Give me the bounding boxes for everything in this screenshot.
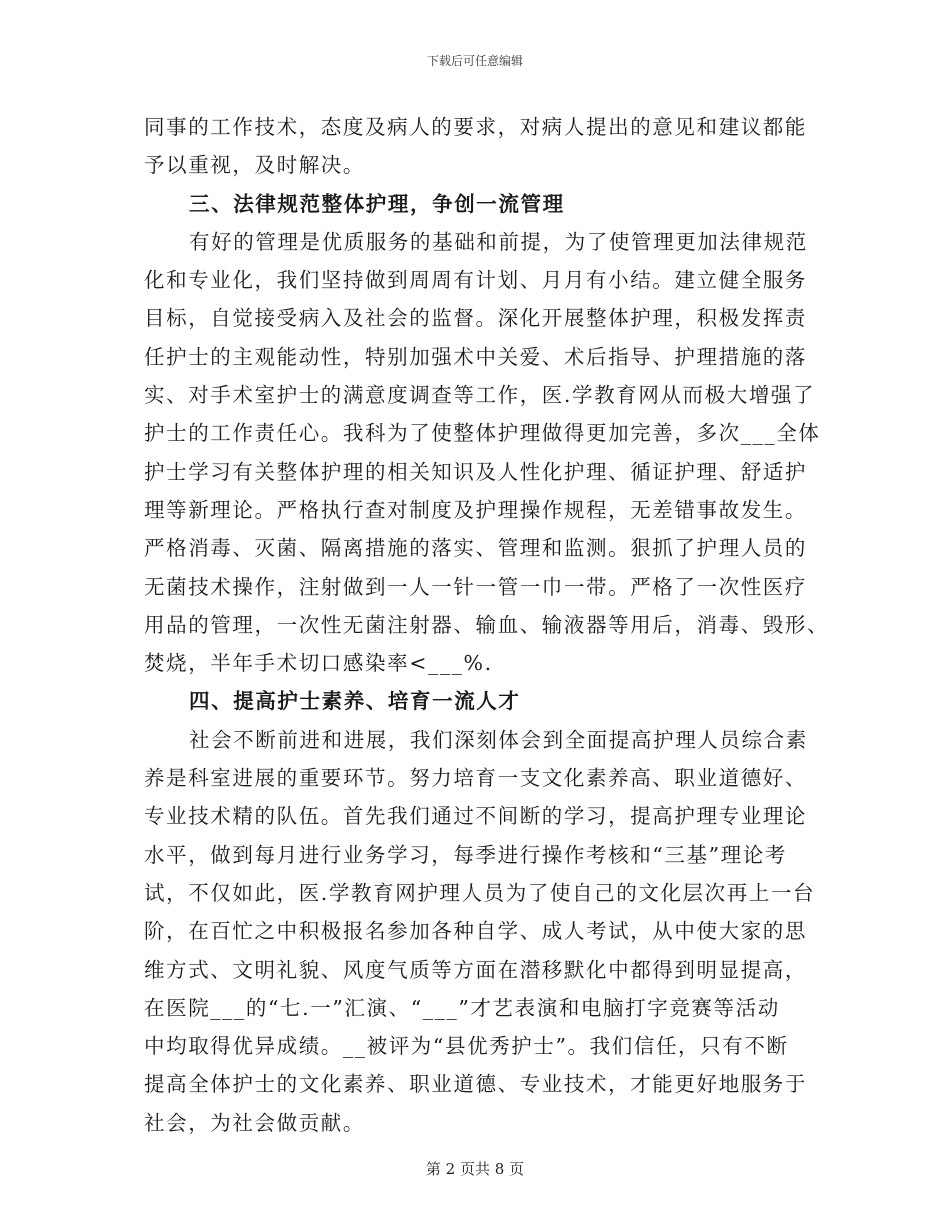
text-line: 水平，做到每月进行业务学习，每季进行操作考核和“三基”理论考 xyxy=(144,842,787,867)
section-heading: 三、法律规范整体护理，争创一流管理 xyxy=(189,191,565,216)
text-line: 阶，在百忙之中积极报名参加各种自学、成人考试，从中使大家的思 xyxy=(144,919,807,944)
text-line: 化和专业化，我们坚持做到周周有计划、月月有小结。建立健全服务 xyxy=(144,268,807,293)
text-line: 在医院___的“七.一”汇演、“___”才艺表演和电脑打字竞赛等活动 xyxy=(144,995,780,1020)
text-line: 护士的工作责任心。我科为了使整体护理做得更加完善，多次___全体 xyxy=(144,421,821,446)
text-line: 予以重视，及时解决。 xyxy=(144,153,365,178)
section-heading: 四、提高护士素养、培育一流人才 xyxy=(189,689,521,714)
text-line: 用品的管理，一次性无菌注射器、输血、输液器等用后，消毒、毁形、 xyxy=(144,612,830,637)
document-body xyxy=(144,108,830,1142)
text-line: 无菌技术操作，注射做到一人一针一管一巾一带。严格了一次性医疗 xyxy=(144,574,807,599)
text-line: 专业技术精的队伍。首先我们通过不间断的学习，提高护理专业理论 xyxy=(144,804,807,829)
text-line: 维方式、文明礼貌、风度气质等方面在潜移默化中都得到明显提高， xyxy=(144,957,807,982)
text-line: 试，不仅如此，医.学教育网护理人员为了使自己的文化层次再上一台 xyxy=(144,880,816,905)
text-line: 实、对手术室护士的满意度调查等工作，医.学教育网从而极大增强了 xyxy=(144,383,816,408)
text-line: 严格消毒、灭菌、隔离措施的落实、管理和监测。狠抓了护理人员的 xyxy=(144,536,807,561)
text-line: 任护士的主观能动性，特别加强术中关爱、术后指导、护理措施的落 xyxy=(144,344,807,369)
text-line: 中均取得优异成绩。__被评为“县优秀护士”。我们信任，只有不断 xyxy=(144,1034,789,1059)
page-header: 下载后可任意编辑 xyxy=(426,54,523,68)
text-line: 焚烧，半年手术切口感染率<___%. xyxy=(144,651,493,676)
text-line: 护士学习有关整体护理的相关知识及人性化护理、循证护理、舒适护 xyxy=(144,459,807,484)
text-line: 社会不断前进和进展，我们深刻体会到全面提高护理人员综合素 xyxy=(189,727,808,752)
text-line: 有好的管理是优质服务的基础和前提，为了使管理更加法律规范 xyxy=(189,229,808,254)
page-footer: 第 2 页共 8 页 xyxy=(425,1160,525,1178)
text-line: 提高全体护士的文化素养、职业道德、专业技术，才能更好地服务于 xyxy=(144,1072,807,1097)
text-line: 理等新理论。严格执行查对制度及护理操作规程，无差错事故发生。 xyxy=(144,497,807,522)
text-line: 养是科室进展的重要环节。努力培育一支文化素养高、职业道德好、 xyxy=(144,766,807,791)
text-line: 社会，为社会做贡献。 xyxy=(144,1110,365,1135)
text-line: 同事的工作技术，态度及病人的要求，对病人提出的意见和建议都能 xyxy=(144,115,807,139)
text-line: 目标，自觉接受病入及社会的监督。深化开展整体护理，积极发挥责 xyxy=(144,306,807,331)
